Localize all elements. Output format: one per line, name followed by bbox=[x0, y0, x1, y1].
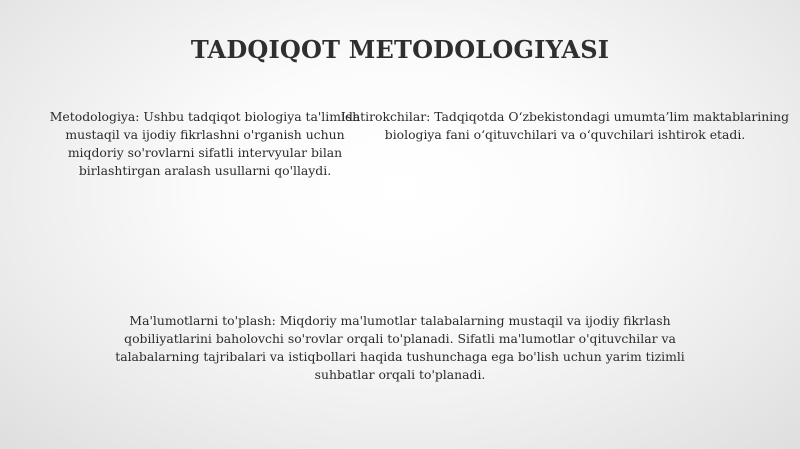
methodology-paragraph: Metodologiya: Ushbu tadqiqot biologiya ta'limida mustaqil va ijodiy fikrlashni o'rganish uchun miqdoriy so'rovlarni sifatli intervyular bilan birlashtirgan aralash usullarni qo'llaydi. bbox=[49, 109, 361, 178]
data-collection-paragraph: Ma'lumotlarni to'plash: Miqdoriy ma'lumotlar talabalarning mustaqil va ijodiy fikrlash qobiliyatlarini baholovchi so'rovlar orqali to'planadi. Sifatli ma'lumotlar o'qituvchilar va talabalarning tajribalari va istiqbollari haqida tushunchaga ega bo'lish uchun yarim tizimli suhbatlar orqali to'planadi. bbox=[115, 313, 685, 382]
participants-paragraph: Ishtirokchilar: Tadqiqotda O‘zbekistondagi umumta’lim maktablarining biologiya fani o‘qituvchilari va o‘quvchilari ishtirok etadi. bbox=[340, 109, 790, 142]
slide-title: TADQIQOT METODOLOGIYASI bbox=[190, 35, 610, 64]
